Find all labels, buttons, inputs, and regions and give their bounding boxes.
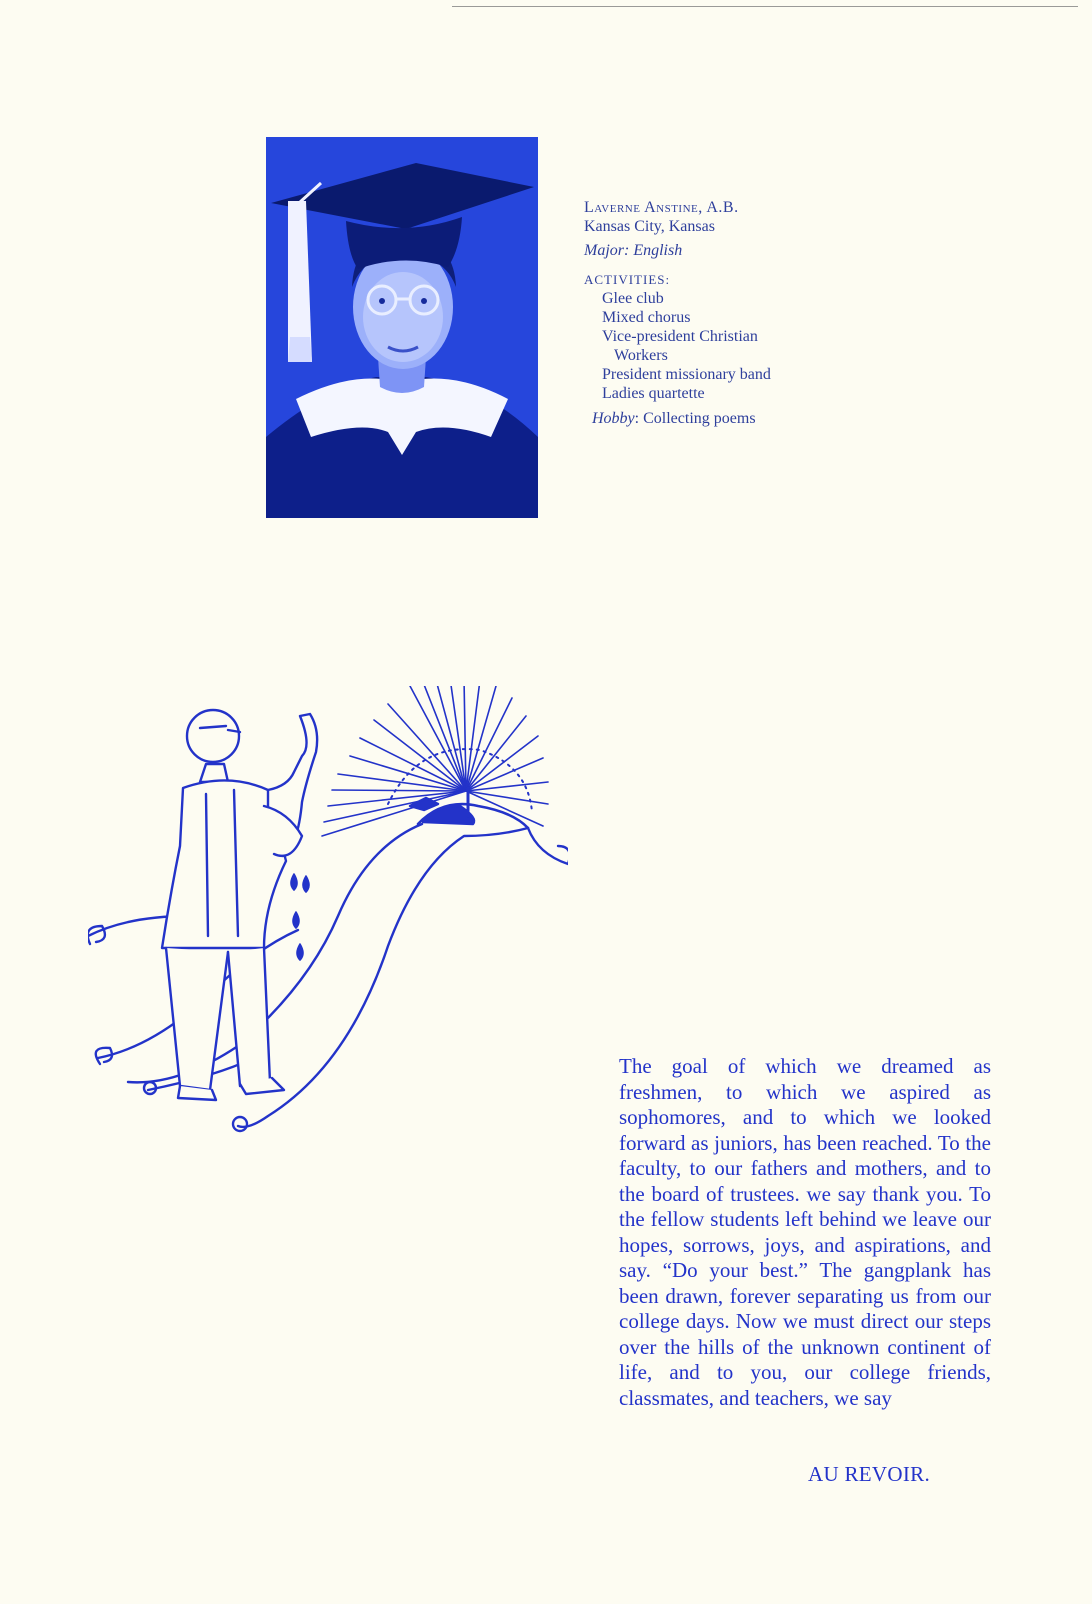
hobby-label: Hobby [592, 410, 635, 427]
graduate-portrait [266, 137, 538, 518]
activity-item: Vice-president Christian [602, 328, 758, 345]
senior-profile [584, 198, 824, 428]
activity-item-continued [602, 346, 824, 365]
farewell-closing: AU REVOIR. [808, 1462, 930, 1486]
senior-hometown: Kansas City, Kansas [584, 218, 715, 235]
activity-item-wrap: Workers [614, 347, 668, 364]
hobby-value: Collecting poems [643, 410, 756, 427]
farewell-illustration [88, 686, 568, 1160]
senior-name: Laverne Anstine, A.B. [584, 199, 739, 216]
activities-label: ACTIVITIES [584, 272, 666, 287]
farewell-paragraph: The goal of which we dreamed as freshmen, to which we aspired as sophomores, and to which we looked forward as juniors, has been reached. To the faculty, to our fathers and mothers, and to the board of trustees. we say thank you. To the fellow students left behind we leave our hopes, sorrows, joys, and aspirations, and say. “Do your best.” The gangplank has been drawn, forever separating us from our college days. Now we must direct our steps over the hills of the unknown continent of life, and to you, our college friends, classmates, and teachers, we say [619, 1054, 991, 1410]
activity-item: Mixed chorus [602, 309, 691, 326]
activity-item: President missionary band [602, 366, 771, 383]
top-rule [452, 6, 1078, 7]
activities-heading: ACTIVITIES: [584, 272, 671, 287]
senior-hobby: Hobby: Collecting poems [592, 410, 756, 427]
major-label: Major [584, 242, 624, 259]
activity-item: Glee club [602, 290, 664, 307]
activity-item: Ladies quartette [602, 385, 705, 402]
activities-list [584, 289, 824, 403]
waving-student [162, 710, 317, 1100]
teardrops [291, 874, 309, 960]
major-value: English [633, 242, 683, 259]
senior-major: Major: English [584, 242, 683, 259]
